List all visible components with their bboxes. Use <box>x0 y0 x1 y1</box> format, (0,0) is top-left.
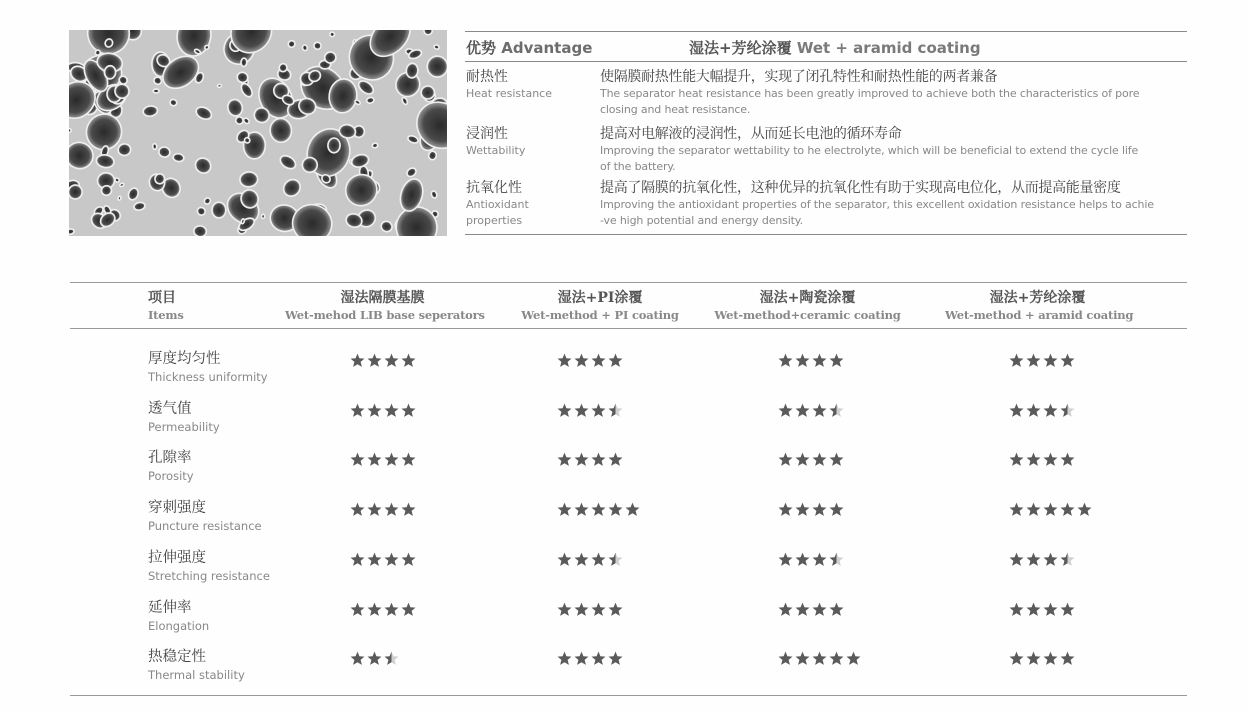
star-icon <box>812 502 827 517</box>
comparison-body <box>70 329 1187 695</box>
star-icon <box>795 353 810 368</box>
star-icon <box>350 502 365 517</box>
star-icon <box>608 353 623 368</box>
star-rating <box>1009 602 1075 622</box>
star-icon <box>384 403 399 418</box>
row-label: 热稳定性 Thermal stability <box>148 649 245 683</box>
advantage-label: 抗氧化性 Antioxidant properties <box>466 180 529 227</box>
half-star-icon <box>608 403 623 418</box>
star-icon <box>591 353 606 368</box>
star-icon <box>1043 651 1058 666</box>
star-icon <box>384 552 399 567</box>
star-rating <box>350 452 416 472</box>
divider <box>465 61 1187 62</box>
star-icon <box>812 452 827 467</box>
star-rating <box>557 552 623 572</box>
star-icon <box>574 602 589 617</box>
star-rating <box>1009 651 1075 671</box>
star-icon <box>1009 353 1024 368</box>
star-rating <box>778 552 844 572</box>
star-icon <box>401 403 416 418</box>
row-label: 厚度均匀性 Thickness uniformity <box>148 351 268 384</box>
star-icon <box>795 552 810 567</box>
star-icon <box>829 353 844 368</box>
divider <box>465 234 1187 235</box>
advantage-label: 耐热性 Heat resistance <box>466 69 552 100</box>
star-icon <box>812 403 827 418</box>
half-star-icon <box>829 552 844 567</box>
star-icon <box>557 552 572 567</box>
star-rating <box>557 353 623 373</box>
half-star-icon <box>384 651 399 666</box>
star-icon <box>1026 452 1041 467</box>
star-icon <box>625 502 640 517</box>
star-icon <box>608 502 623 517</box>
star-rating <box>1009 403 1075 423</box>
star-icon <box>350 353 365 368</box>
star-icon <box>1060 353 1075 368</box>
star-icon <box>829 602 844 617</box>
porous-membrane-texture <box>69 30 447 236</box>
column-header-base-separator: 湿法隔膜基膜 Wet-mehod LIB base seperators <box>285 290 485 322</box>
star-icon <box>1026 353 1041 368</box>
table-row <box>70 400 1187 450</box>
star-icon <box>1026 502 1041 517</box>
star-icon <box>350 602 365 617</box>
star-rating <box>778 502 844 522</box>
star-icon <box>795 502 810 517</box>
row-label: 拉伸强度 Stretching resistance <box>148 549 270 583</box>
star-rating <box>1009 353 1075 373</box>
star-rating <box>350 502 416 522</box>
star-icon <box>1060 502 1075 517</box>
star-icon <box>574 452 589 467</box>
star-icon <box>384 602 399 617</box>
star-icon <box>367 651 382 666</box>
star-icon <box>350 552 365 567</box>
star-icon <box>367 452 382 467</box>
star-icon <box>1060 452 1075 467</box>
star-icon <box>778 452 793 467</box>
star-rating <box>778 353 844 373</box>
star-rating <box>1009 452 1075 472</box>
star-icon <box>591 651 606 666</box>
advantage-description: 使隔膜耐热性能大幅提升，实现了闭孔特性和耐热性能的两者兼备 The separator heat resistance has been greatly improved to achieve both the characteristics of pore closing and heat resistance. <box>600 69 1140 116</box>
star-icon <box>1077 502 1092 517</box>
half-star-icon <box>829 403 844 418</box>
comparison-header <box>70 283 1187 328</box>
star-icon <box>1026 651 1041 666</box>
column-header-ceramic-coating: 湿法+陶瓷涂覆 Wet-method+ceramic coating <box>714 290 901 322</box>
star-icon <box>829 502 844 517</box>
star-icon <box>591 403 606 418</box>
column-header-pi-coating: 湿法+PI涂覆 Wet-method + PI coating <box>521 290 679 322</box>
star-rating <box>778 602 844 622</box>
star-icon <box>778 353 793 368</box>
star-icon <box>557 602 572 617</box>
table-row <box>70 499 1187 549</box>
star-icon <box>1009 552 1024 567</box>
star-rating <box>350 651 399 671</box>
star-icon <box>608 452 623 467</box>
row-label: 孔隙率 Porosity <box>148 450 194 484</box>
half-star-icon <box>608 552 623 567</box>
star-rating <box>778 403 844 423</box>
star-icon <box>795 602 810 617</box>
star-icon <box>1043 353 1058 368</box>
star-icon <box>557 651 572 666</box>
star-rating <box>1009 502 1092 522</box>
star-icon <box>574 552 589 567</box>
star-icon <box>384 502 399 517</box>
table-row <box>70 449 1187 499</box>
star-icon <box>1043 452 1058 467</box>
star-icon <box>1009 502 1024 517</box>
star-icon <box>401 602 416 617</box>
star-icon <box>608 651 623 666</box>
star-icon <box>795 403 810 418</box>
star-icon <box>846 651 861 666</box>
sem-micrograph-image <box>69 30 447 236</box>
advantage-row-antioxidant <box>465 179 1187 234</box>
star-icon <box>367 552 382 567</box>
star-icon <box>1043 602 1058 617</box>
star-icon <box>591 552 606 567</box>
star-icon <box>401 452 416 467</box>
star-icon <box>608 602 623 617</box>
row-label: 延伸率 Elongation <box>148 599 210 633</box>
star-icon <box>778 502 793 517</box>
star-icon <box>367 602 382 617</box>
star-icon <box>367 502 382 517</box>
star-icon <box>350 452 365 467</box>
star-icon <box>350 651 365 666</box>
column-header-aramid-coating: 湿法+芳纶涂覆 Wet-method + aramid coating <box>945 290 1134 322</box>
star-icon <box>1043 403 1058 418</box>
star-rating <box>778 452 844 472</box>
divider <box>70 695 1187 696</box>
star-rating <box>350 552 416 572</box>
star-icon <box>574 651 589 666</box>
star-icon <box>829 651 844 666</box>
half-star-icon <box>1060 552 1075 567</box>
star-icon <box>591 502 606 517</box>
comparison-table <box>70 282 1187 695</box>
star-rating <box>778 651 861 671</box>
advantage-row-heat-resistance <box>465 68 1187 125</box>
column-header-items: 项目 Items <box>148 290 184 322</box>
star-rating <box>557 403 623 423</box>
star-icon <box>812 651 827 666</box>
star-icon <box>557 353 572 368</box>
star-icon <box>1026 552 1041 567</box>
star-icon <box>350 403 365 418</box>
star-rating <box>350 353 416 373</box>
star-icon <box>795 452 810 467</box>
advantage-header-title: 优势 Advantage <box>466 39 593 57</box>
star-icon <box>1009 452 1024 467</box>
table-row <box>70 549 1187 599</box>
star-icon <box>401 502 416 517</box>
star-icon <box>1043 502 1058 517</box>
star-rating <box>350 602 416 622</box>
star-icon <box>591 602 606 617</box>
star-icon <box>384 452 399 467</box>
star-icon <box>574 353 589 368</box>
star-icon <box>557 452 572 467</box>
star-icon <box>1026 403 1041 418</box>
star-icon <box>1009 651 1024 666</box>
star-icon <box>367 353 382 368</box>
star-icon <box>812 353 827 368</box>
star-rating <box>557 452 623 472</box>
table-row <box>70 599 1187 649</box>
star-icon <box>1060 602 1075 617</box>
half-star-icon <box>1060 403 1075 418</box>
star-rating <box>557 502 640 522</box>
star-icon <box>1009 602 1024 617</box>
star-icon <box>1060 651 1075 666</box>
star-rating <box>557 602 623 622</box>
table-row <box>70 350 1187 400</box>
star-icon <box>367 403 382 418</box>
advantage-table <box>465 31 1187 235</box>
star-icon <box>812 552 827 567</box>
star-rating <box>557 651 623 671</box>
advantage-label: 浸润性 Wettability <box>466 126 526 157</box>
star-rating <box>350 403 416 423</box>
advantage-description: 提高了隔膜的抗氧化性，这种优异的抗氧化性有助于实现高电位化，从而提高能量密度 Improving the antioxidant properties of the separator, this excellent oxidation resistance helps to achie -ve high potential and energy density. <box>600 180 1154 227</box>
star-icon <box>557 403 572 418</box>
star-icon <box>557 502 572 517</box>
star-icon <box>574 403 589 418</box>
advantage-header <box>465 32 1187 61</box>
star-icon <box>795 651 810 666</box>
star-icon <box>778 403 793 418</box>
star-rating <box>1009 552 1075 572</box>
star-icon <box>812 602 827 617</box>
star-icon <box>778 602 793 617</box>
row-label: 透气值 Permeability <box>148 400 220 434</box>
row-label: 穿刺强度 Puncture resistance <box>148 500 262 534</box>
star-icon <box>778 552 793 567</box>
star-icon <box>401 353 416 368</box>
star-icon <box>574 502 589 517</box>
star-icon <box>401 552 416 567</box>
star-icon <box>384 353 399 368</box>
advantage-header-product: 湿法+芳纶涂覆 Wet + aramid coating <box>689 39 981 57</box>
star-icon <box>778 651 793 666</box>
star-icon <box>1009 403 1024 418</box>
star-icon <box>1026 602 1041 617</box>
advantage-row-wettability <box>465 125 1187 179</box>
star-icon <box>1043 552 1058 567</box>
star-icon <box>591 452 606 467</box>
star-icon <box>829 452 844 467</box>
table-row <box>70 648 1187 698</box>
advantage-description: 提高对电解液的浸润性，从而延长电池的循环寿命 Improving the separator wettability to he electrolyte, which will be beneficial to extend the cycle life of the battery. <box>600 126 1139 173</box>
